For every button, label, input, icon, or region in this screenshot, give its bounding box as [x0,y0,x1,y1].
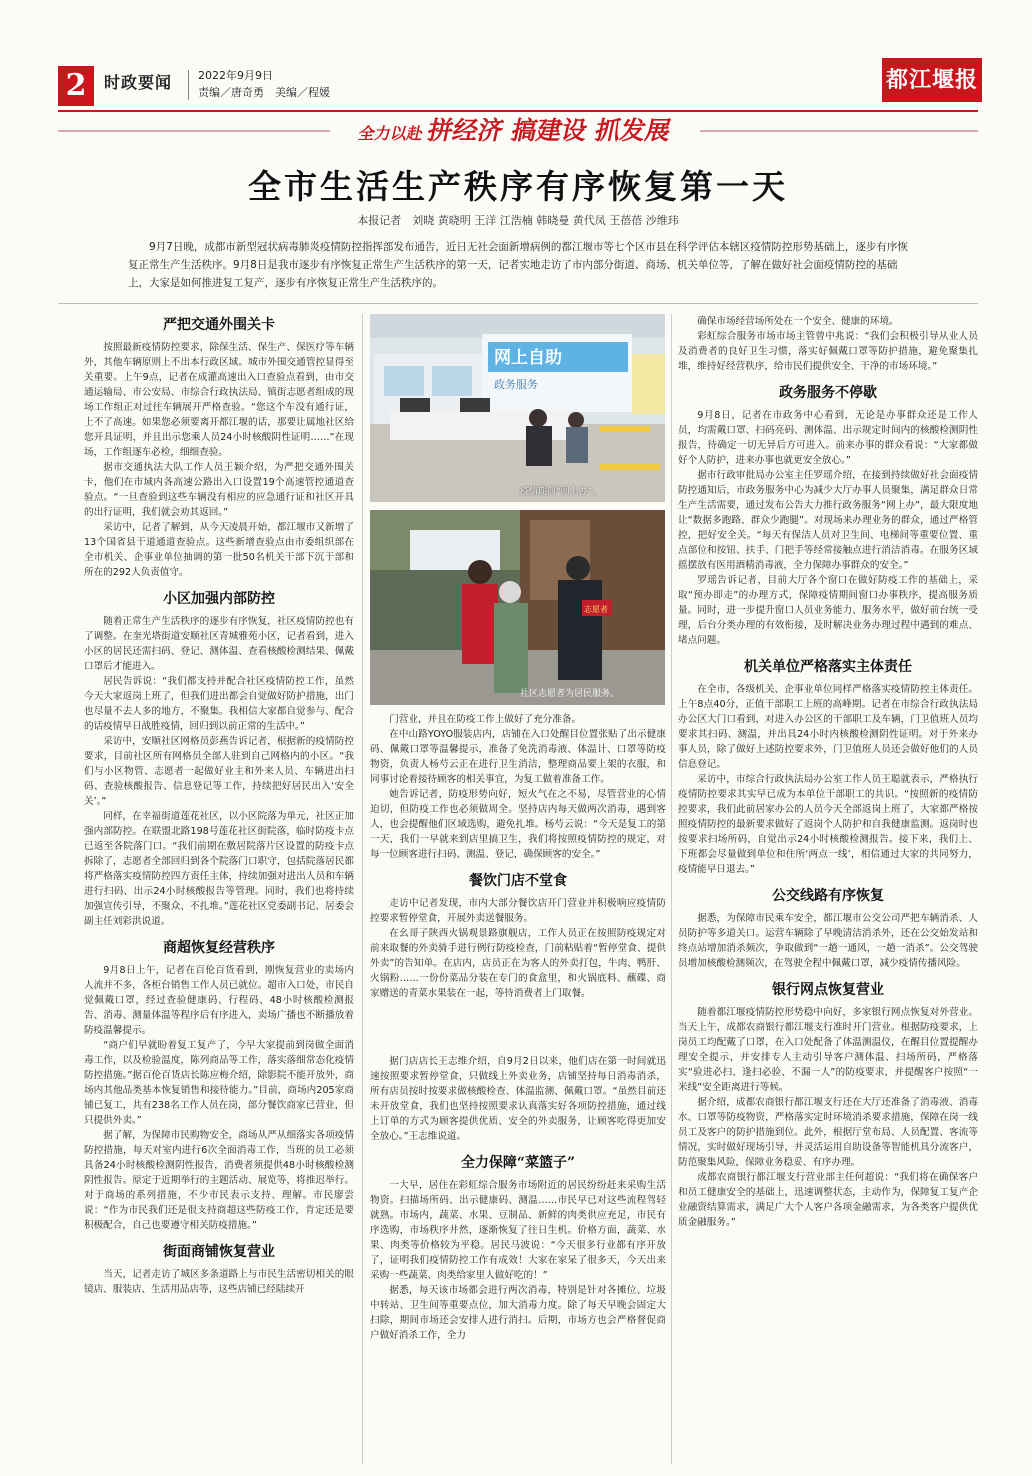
photo1-sign-sub: 政务服务 [494,378,538,391]
paragraph: 她告诉记者，防疫形势向好，短火气在之不易，尽管营业的心情迫切，但防疫工作也必须做周全。坚持店内每天做两次消毒，遇到客人，也会提醒他们区域选购，避免扎堆。杨芍云说：“今天是复工的第一天，我们一早就来到店里搞卫生，我们将按照疫情防控的规定，对每一位顾客进行扫码、测温、登记，确保顾客的安全。” [370,789,666,860]
section-heading: 街面商铺恢复营业 [163,1244,275,1260]
column-rule [362,314,363,1464]
paragraph: 据介绍，成都农商银行都江堰支行还在大厅还准备了消毒液、消毒水、口罩等防疫物资，严格落实定时环境消杀要求措施，保障在岗一线员工及客户的防护措施到位。此外，根据厅堂布局、人员配置、客流等情况，实时做好现场引导，并灵活运用自助设备等智能机具分流客户，防范聚集风险，保障业务稳妥、有序办理。 [678,1097,978,1168]
section-heading: 餐饮门店不堂食 [469,873,567,889]
paragraph: 据市行政审批局办公室主任罗瑶介绍，在接到持续做好社会面疫情防控通知后，市政务服务中心为减少大厅办事人员聚集，满足群众日常生产生活需要，通过发布公告大力推行政务服务“网上办”，最大限度地让“数据多跑路、群众少跑腿”。对现场来办理业务的群众，通过严格管控，把好安全关。“每天有保洁人员对卫生间、电梯间等重要位置、重点部位和按钮、扶手、门把手等经常接触点进行消洁消毒。在服务区域摇摆放有医用酒精消毒液，全力保障办事群众的安全。” [678,470,978,571]
service-hall-illustration [370,314,665,502]
paragraph: 按照最新疫情防控要求，除保生活、保生产、保医疗等车辆外，其他车辆原则上不出本行政区域。城市外围交通管控显得至关重要。上午9点，记者在成灌高速出入口查验点看到，由市交通运输局、市公安局、市综合行政执法局、镇街志愿者组成的现场工作组正对过往车辆展开严格查验。“您这个车没有通行证，上不了高速。如果您必须要离开都江堰的话，那要让属地社区给您开具证明，并且出示您乘人员24小时核酸阴性证明……”在现场，工作组逐车必检，细细查验。 [84,342,354,458]
section-block [678,382,978,648]
page-number: 2 [58,66,94,106]
lead-divider [58,303,978,304]
photo-community-volunteers [370,510,665,705]
section-block [678,314,978,374]
paragraph: 随着正常生产生活秩序的逐步有序恢复，社区疫情防控也有了调整。在奎光塔街道安顺社区青城雅苑小区，记者看到，进入小区的居民还需扫码、登记、测体温、查看核酸检测结果、佩戴口罩后才能进入。 [84,616,354,672]
section-block [84,314,354,580]
paragraph: 9月8日上午，记者在百伦百货看到，刚恢复营业的卖场内人流并不多，各柜台销售工作人员已就位。超市入口处，市民自觉佩戴口罩，经过查验健康码、行程码、48小时核酸检测报告、消毒、测量体温等程序后有序进入，卖场广播也不断播放着防疫温馨提示。 [84,965,354,1036]
paragraph: 在幺哥子陕西火锅观景路旗舰店，工作人员正在按照防疫规定对前来取餐的外卖骑手进行例行防疫检查，门前粘贴着“暂停堂食、提供外卖”的告知单。在店内，店员正在为客人的外卖打包，牛肉、鸭肝、火锅粉……一份份菜品分装在专门的食盒里，和火锅底料、蘸碟、商家赠送的青菜水果装在一起，等待消费者上门取餐。 [370,928,666,999]
paragraph: 成都农商银行都江堰支行营业部主任何超说：“我们将在确保客户和员工健康安全的基础上，迅速调整状态，主动作为，保障复工复产企业融资结算需求，满足广大个人客户各项金融需求，为各类客户提供优质金融服务。” [678,1172,978,1228]
paragraph: 据门店店长王志维介绍，自9月2日以来，他们店在第一时间就迅速按照要求暂停堂食，只做线上外卖业务，店铺坚持每日消毒消杀，所有店员按时按要求做核酸检查、体温监测、佩戴口罩。“虽然目前还未开放堂食，我们也坚持按照要求认真落实好各项防控措施，通过线上订单的方式为顾客提供优质、安全的外卖服务，让顾客吃得更加安全放心。”王志维说道。 [370,1056,666,1142]
paragraph: 采访中，市综合行政执法局办公室工作人员王聪就表示，严格执行疫情防控要求其实早已成为本单位干部职工的共识。“按照新的疫情防控要求，我们此前居家办公的人员今天全部返岗上班了，大家都严格按照疫情防控的最新要求做好了返岗个人防护和自我健康监测。返岗时也按要求扫场所码，自觉出示24小时核酸检测报告。接下来，我们上、下班都会尽量做到单位和住所‘两点一线’，相信通过大家的共同努力，疫情能早日退去。” [678,774,978,875]
article-column-1 [84,314,354,1464]
photo-service-hall [370,314,665,502]
paragraph: 据市交通执法大队工作人员王颖介绍，为严把交通外围关卡，他们在市域内各高速公路出入口设置19个高速管控通道查验点。“一旦查验到这些车辆没有相应的应急通行证和社区开具的出行证明，我们就会劝其返回。” [84,462,354,518]
section-title: 时政要闻 [104,73,173,92]
section-heading: 公交线路有序恢复 [772,888,884,904]
section-heading: 小区加强内部防控 [163,591,275,607]
paragraph: 走访中记者发现，市内大部分餐饮店开门营业并积极响应疫情防控要求暂停堂食，开展外卖送餐服务。 [370,898,666,924]
paragraph: 彩虹综合服务市场市场主管曾中兆说：“我们会积极引导从业人员及消费者的良好卫生习惯，落实好佩戴口罩等防护措施，避免聚集扎堆，维持好经营秩序，给市民们提供安全、干净的市场环境。” [678,331,978,372]
column-rule [671,314,672,1464]
section-block [84,937,354,1233]
paragraph: 居民告诉说：“我们都支持并配合社区疫情防控工作，虽然今天大家返岗上班了，但我们进出都会自觉做好防护措施，出门也尽量不去人多的地方，不聚集。我相信大家都自觉参与、配合的话疫情早日战胜疫情，回归到以前正常的生活中。” [84,676,354,732]
banner-small-text: 全力以赴 [357,124,426,143]
header-divider [188,70,189,100]
paragraph: 随着都江堰疫情防控形势稳中向好，多家银行网点恢复对外营业。当天上午，成都农商银行都江堰支行准时开门营业。根据防疫要求，上岗员工均配戴了口罩，在入口处配备了体温测温仪，在醒目位置提醒办理安全提示，并安排专人主动引导客户测体温、扫场所码，严格落实“验进必扫、逢扫必验、不漏一人”的防疫要求，并提醒客户按照“一米线”安全距离进行等候。 [678,1007,978,1093]
paragraph: 在中山路YOYO服装店内，店铺在入口处醒目位置张贴了出示健康码、佩戴口罩等温馨提示，准备了免洗消毒液、体温计、口罩等防疫物资，负责人杨芍云正在进行卫生消洁，整理商品要上架的衣服，和同事讨论着接待顾客的相关事宜，为复工做着准备工作。 [370,729,666,785]
article-byline: 本报记者 刘晓 黄晓明 王洋 江浩楠 韩晓曼 黄代凤 王蓓蓓 沙维玮 [357,214,679,227]
paragraph: 同样，在幸福街道莲花社区，以小区院落为单元，社区正加强内部防控。在联盟北路198号莲花社区街院落，临时防疫卡点已返至各院落门口。“我们前期在敷居院落片区设置的防疫卡点拆除了，志愿者全部回归到各个院落门口职守，包括院落居民都将严格落实疫情防控四方责任主体，持续加强对进出人员和车辆进行扫码、出示24小时核酸报告等管理。同时，我们也将持续加强宣传引导，不聚众、不扎堆。”莲花社区党委副书记、居委会副主任刘彩洪说道。 [84,811,354,927]
paragraph: 在全市，各级机关、企事业单位同样严格落实疫情防控主体责任。上午8点40分，正值干部职工上班的高峰期。记者在市综合行政执法局办公区大门口看到，对进入办公区的干部职工及车辆，门卫值班人员均要求其扫码、测温，并出具24小时内核酸检测阴性证明。对于外来办事人员，除了做好上述防控要求外，门卫值班人员还会做好他们的人员信息登记。 [678,684,978,770]
article-headline: 全市生活生产秩序有序恢复第一天 [248,167,788,206]
newspaper-logo: 都江堰报 [882,58,982,102]
editors-credit: 责编／唐奇勇 美编／程媛 [198,86,330,99]
article-column-3 [678,314,978,1464]
paragraph: 据悉，为保障市民乘车安全，都江堰市公交公司严把车辆消杀、人员防护等多道关口。运营车辆除了早晚清洁消杀外，还在公交始发站和终点站增加消杀频次，争取做到“一趟一通风，一趟一消杀”。公交驾驶员增加核酸检测频次，在驾驶全程中佩戴口罩，减少疫情传播风险。 [678,913,978,969]
section-block [84,1241,354,1297]
banner-big-text: 拼经济 搞建设 抓发展 [425,116,674,145]
section-heading: 商超恢复经营秩序 [163,940,275,956]
section-block [84,588,354,929]
section-block [678,656,978,877]
photo1-caption: 疫情期间“网上办”。 [520,487,602,497]
article-column-2-bottom [370,1054,666,1464]
photo2-armband: 志愿者 [584,605,608,614]
section-heading: 政务服务不停歇 [779,385,877,401]
issue-date: 2022年9月9日 [198,69,273,82]
photo1-sign-main: 网上自助 [494,348,562,368]
paragraph: 门营业，并且在防疫工作上做好了充分准备。 [389,714,582,725]
volunteers-illustration [370,510,665,705]
campaign-banner [330,114,700,148]
article-column-2-top [370,712,666,1050]
paragraph: 9月8日，记者在市政务中心看到，无论是办事群众还是工作人员，均需戴口罩、扫码亮码、测体温、出示规定时间内的核酸检测阴性报告，待确定一切无异后方可进入。前来办事的群众看说：“大家都做好个人防护，进来办事也就更安全放心。” [678,410,978,466]
paragraph: 确保市场经营场所处在一个安全、健康的环境。 [697,316,899,327]
paragraph: 采访中，记者了解到，从今天凌晨开始，都江堰市又新增了13个国省县干道通道查验点。这些新增查验点由市委组织部在全市机关、企事业单位抽调的第一批50名机关干部下沉干部和所在的292人负责值守。 [84,522,354,578]
paragraph: 当天，记者走访了城区多条道路上与市民生活密切相关的眼镜店、服装店、生活用品店等，这些店铺已经陆续开 [84,1269,354,1295]
section-heading: 全力保障“菜篮子” [460,1155,576,1171]
section-block [678,885,978,971]
paragraph: 采访中，安顺社区网格员彭燕告诉记者，根据新的疫情防控要求，目前社区所有网格员全部人驻到自己网格内的小区。“我们与小区物管、志愿者一起做好业主和外来人员、车辆进出扫码、查验核酸报告、信息登记等工作，持续把好居民出入‘安全关’。” [84,736,354,807]
article-lead: 9月7日晚，成都市新型冠状病毒肺炎疫情防控指挥部发布通告，近日无社会面新增病例的都江堰市等七个区市县在科学评估本辖区疫情防控形势基础上，逐步有序恢复正常生产生活秩序。9月8日是我市逐步有序恢复正常生产生活秩序的第一天，记者实地走访了市内部分街道、商场、机关单位等，了解在做好社会面疫情防控的基础上，大家是如何推进复工复产，逐步有序恢复正常生产生活秩序的。 [128,241,908,289]
paragraph: 据悉，每天该市场都会进行两次消毒，特别是针对各摊位、垃圾中转站、卫生间等重要点位，加大消毒力度。除了每天早晚会固定大扫除，期间市场还会安排人进行消扫。后期，市场方也会严格督促商户做好消杀工作，全力 [370,1285,666,1341]
paragraph: “商户们早就盼着复工复产了，今早大家提前到岗做全面消毒工作，以及检验温度，陈列商品等工作，落实落细常态化疫情防控措施。”据百伦百货店长陈应梅介绍，除影院不能开放外，商场内其他品类基本恢复销售和接待能力。”目前，商场内205家商铺已复工，共有238名工作人员在岗，部分餐饮商家已营业，但只提供外卖。” [84,1040,354,1126]
header-rule [58,110,978,112]
paragraph: 据了解，为保障市民购物安全，商场从严从细落实各项疫情防控措施，每天对室内进行6次全面消毒工作，当班的员工必须具备24小时核酸检测阴性报告，消费者须提供48小时核酸检测阴性报告。原定于近期举行的主题活动、展览等，将推迟举行。对于商场的系列措施，不少市民表示支持、理解。市民廖尝说：“作为市民我们还是很支持商超这些防疫工作，肯定还是要积极配合，自己也要遵守相关防疫措施。” [84,1130,354,1231]
section-heading: 银行网点恢复营业 [772,982,884,998]
section-heading: 机关单位严格落实主体责任 [744,659,912,675]
paragraph: 一大早，居住在彩虹综合服务市场附近的居民纷纷赶来采购生活物资。扫描场所码、出示健康码、测温……市民早已对这些流程驾轻就熟。市场内，蔬菜、水果、豆制品、新鲜的肉类供应充足，市民有序选购，市场秩序井然，逐渐恢复了往日生机。价格方面，蔬菜、水果、肉类等价格较为平稳。居民马波说：“今天很多行业都有序开放了，证明我们疫情防控工作有成效！大家在家呆了很多天，今天出来采购一些蔬菜、肉类给家里人做好吃的！” [370,1180,666,1281]
photo2-caption: 社区志愿者为居民服务。 [520,689,620,699]
section-block [678,979,978,1230]
section-heading: 严把交通外围关卡 [163,317,275,333]
paragraph: 罗瑶告诉记者，目前大厅各个窗口在做好防疫工作的基础上，采取“预办即走”的办理方式，保障疫情期间窗口办事秩序，提高服务质量。同时，进一步提升窗口人员业务能力、服务水平，做好前台统一受理，后台分类办理的有效衔接，及时解决业务办理过程中遇到的难点、堵点问题。 [678,575,978,646]
